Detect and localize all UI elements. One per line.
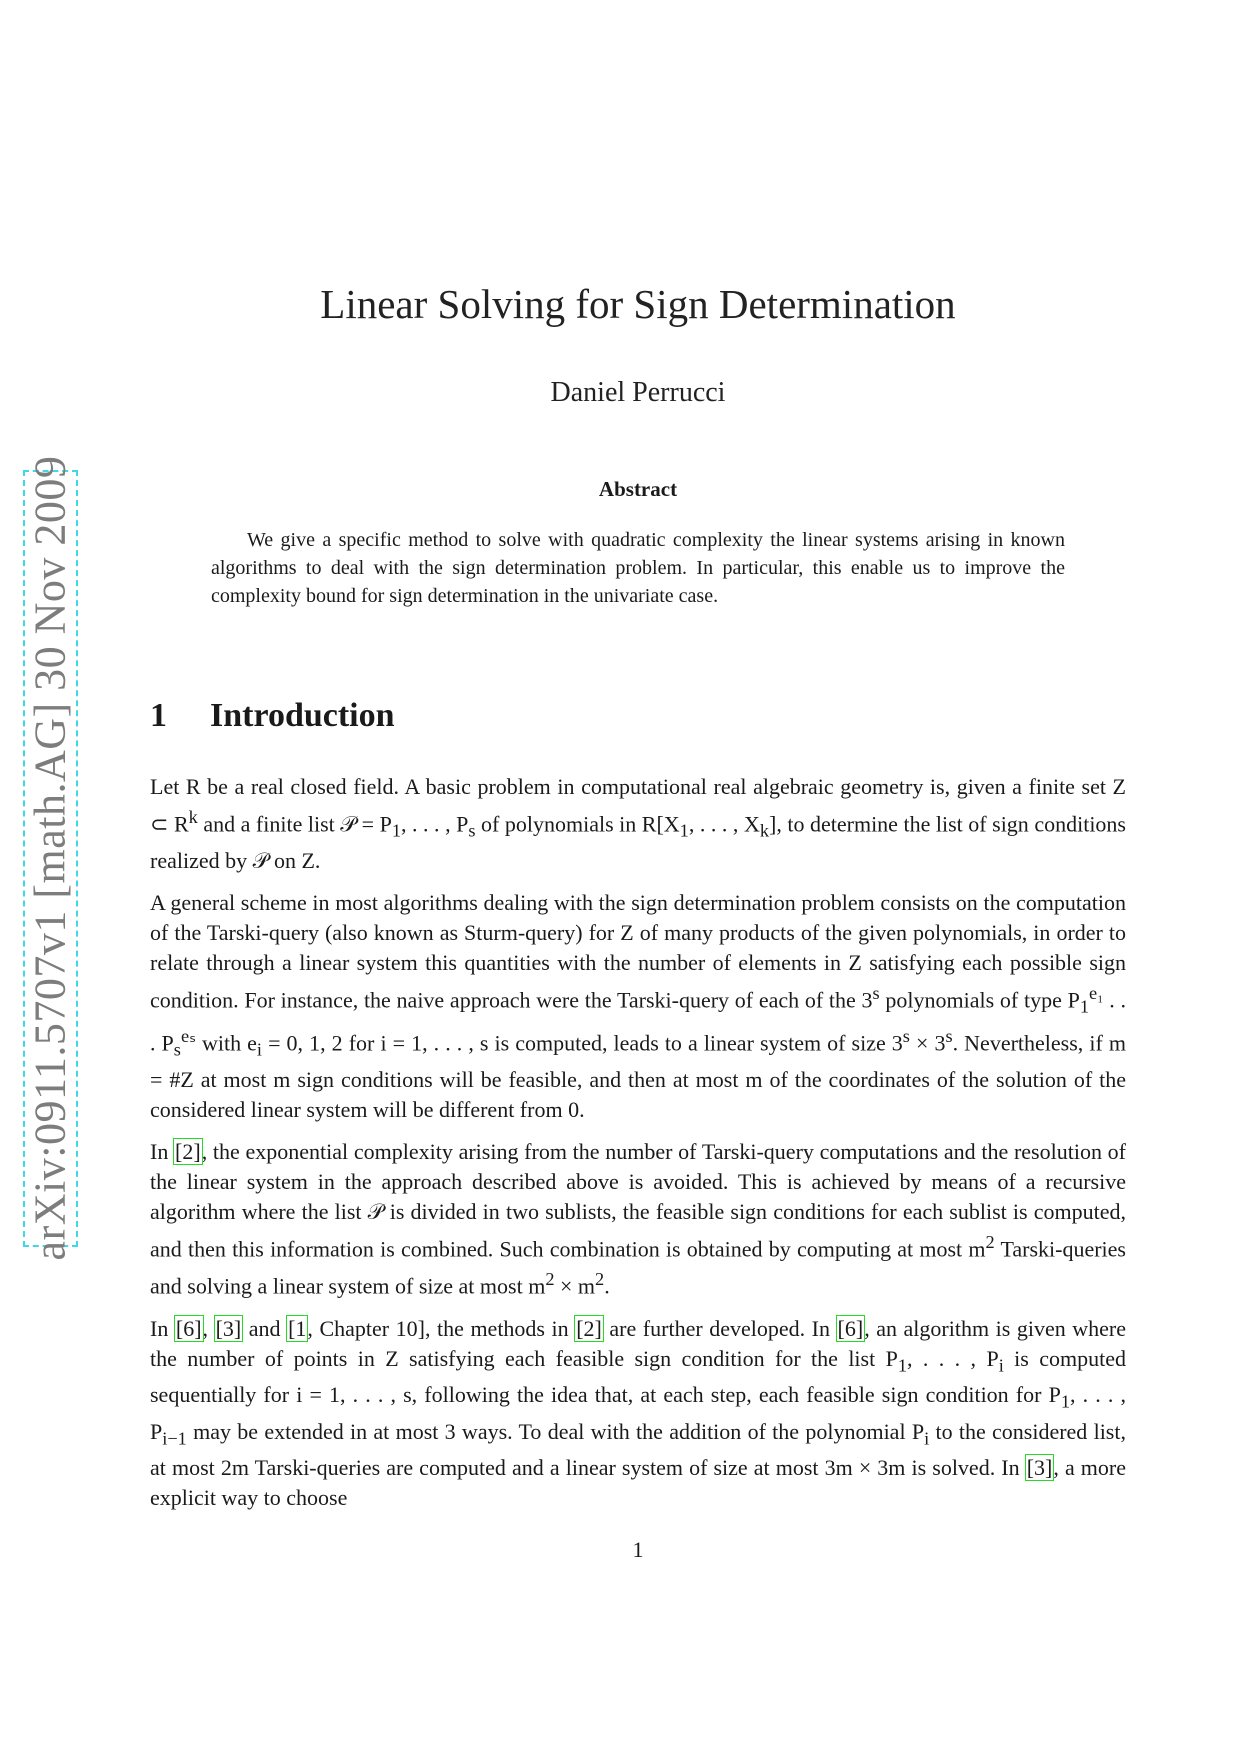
paper-title: Linear Solving for Sign Determination <box>320 281 956 327</box>
citation-link[interactable]: [1 <box>288 1315 307 1341</box>
paragraph-4: In [6], [3] and [1, Chapter 10], the methods in [2] are further developed. In [6], an algorithm is given where the number of points in Z satisfying each feasible sign condition for the list $P_1$, . . . , $P_i$ is computed sequentially for i = 1, . . . , s, following the idea that, at each step, each feasible sign condition for $P_1$, . . . , $P_{i-1}$ may be extended in at most 3 ways. To deal with the addition of the polynomial $P_i$ to the considered list, at most 2m Tarski-queries are computed and a linear system of size at most 3m × 3m is solved. In [3], a more explicit way to choose <box>150 1315 1127 1510</box>
author-name: Daniel Perrucci <box>550 377 726 408</box>
section-title: Introduction <box>210 697 395 734</box>
abstract-heading: Abstract <box>598 477 678 501</box>
section-number: 1 <box>150 697 167 734</box>
citation-link[interactable]: [3] <box>215 1315 242 1341</box>
body-text <box>150 772 1126 1525</box>
paragraph-3: In [2], the exponential complexity arising from the number of Tarski-query computations and the resolution of the linear system in the approach described above is avoided. This is achieved by means of a recursive algorithm where the list 𝒫 is divided in two sublists, the feasible sign conditions for each sublist is computed, and then this information is combined. Such combination is obtained by computing at most $m^2$ Tarski-queries and solving a linear system of size at most $m^2 \times m^2$. <box>150 1139 1126 1299</box>
page-number: 1 <box>632 1537 644 1562</box>
citation-link[interactable]: [6] <box>175 1315 202 1341</box>
paragraph-2: A general scheme in most algorithms dealing with the sign determination problem consists on the computation of the Tarski-query (also known as Sturm-query) for Z of many products of the given polynomials, in order to relate through a linear system this quantities with the number of elements in Z satisfying each possible sign condition. For instance, the naive approach were the Tarski-query of each of the 3$^s$ polynomials of type $P_1^{e_1}$ . . . $P_s^{e_s}$ with $e_i = 0$, 1, 2 for i = 1, . . . , s is computed, leads to a linear system of size $3^s \times 3^s$. Nevertheless, if m = #Z at most m sign conditions will be feasible, and then at most m of the coordinates of the solution of the considered linear system will be different from 0. <box>150 889 1127 1123</box>
citation-link[interactable]: [3] <box>1026 1454 1053 1480</box>
citation-link[interactable]: [2] <box>175 1139 201 1165</box>
section-heading <box>150 697 395 735</box>
abstract-text: We give a specific method to solve with quadratic complexity the linear systems arising in known algorithms to deal with the sign determination problem. In particular, this enable us to improve the complexity bound for sign determination in the univariate case. <box>211 529 1065 607</box>
arxiv-stamp: arXiv:0911.5707v1 [math.AG] 30 Nov 2009 <box>25 455 75 1261</box>
citation-link[interactable]: [2] <box>576 1315 602 1341</box>
citation-link[interactable]: [6] <box>837 1315 864 1341</box>
paragraph-1: Let R be a real closed field. A basic problem in computational real algebraic geometry is, given a finite set Z ⊂ $R^k$ and a finite list 𝒫 = $P_1$, . . . , $P_s$ of polynomials in $R[X_1$, . . . , $X_k$], to determine the list of sign conditions realized by 𝒫 on Z. <box>150 774 1126 873</box>
